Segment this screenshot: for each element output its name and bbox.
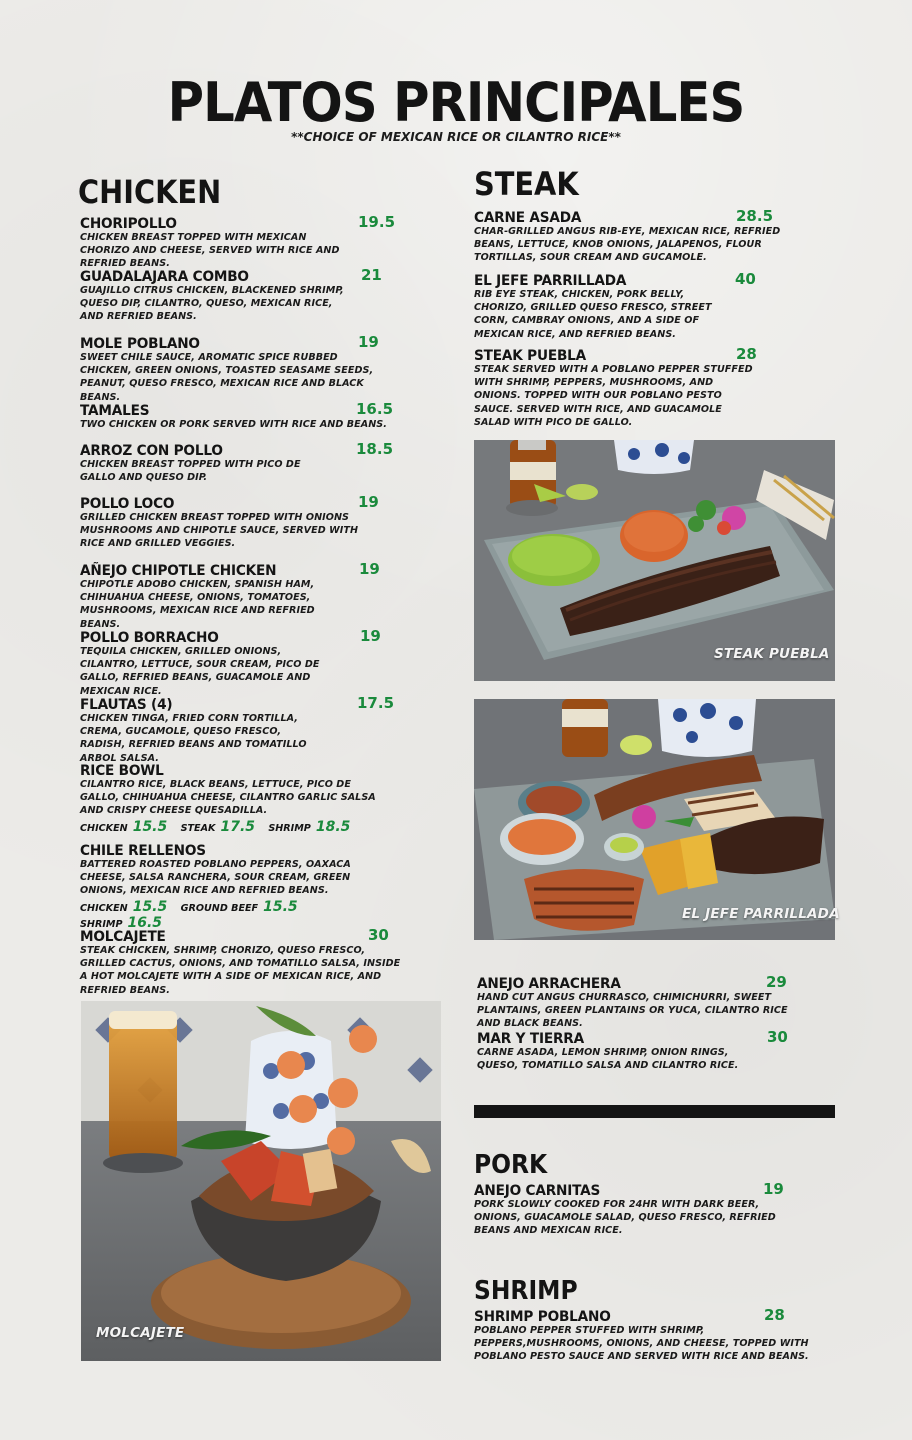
- option-price: 18.5: [315, 818, 351, 835]
- item-name: RICE BOWL: [80, 763, 164, 779]
- menu-item-el-jefe-parrillada: [474, 270, 804, 341]
- item-name: ANEJO ARRACHERA: [477, 976, 621, 992]
- section-heading-steak: STEAK: [474, 165, 579, 203]
- menu-item-anejo-chipotle-chicken: [80, 560, 392, 631]
- item-price: 30: [368, 926, 389, 944]
- item-description: PORK SLOWLY COOKED FOR 24HR WITH DARK BEER, ONIONS, GUACAMOLE SALAD, QUESO FRESCO, REFRIED BEANS AND MEXICAN RICE.: [474, 1199, 776, 1237]
- menu-item-molcajete: [80, 926, 410, 997]
- item-price: 17.5: [357, 694, 395, 712]
- menu-item-guadalajara-combo: [80, 266, 392, 324]
- item-price: 19: [358, 493, 379, 511]
- item-name: CHILE RELLENOS: [80, 843, 206, 859]
- item-options: [80, 819, 392, 835]
- item-price: 30: [767, 1028, 788, 1046]
- item-price: 21: [361, 266, 382, 284]
- item-description: CHICKEN TINGA, FRIED CORN TORTILLA, CREMA, GUCAMOLE, QUESO FRESCO, RADISH, REFRIED BEANS AND TOMATILLO ARBOL SALSA.: [80, 713, 307, 764]
- item-description: CILANTRO RICE, BLACK BEANS, LETTUCE, PICO DE GALLO, CHIHUAHUA CHEESE, CILANTRO GARLIC SALSA AND CRISPY CHEESE QUESADILLA.: [80, 779, 376, 817]
- section-heading-pork: PORK: [474, 1150, 548, 1180]
- item-price: 18.5: [356, 440, 394, 458]
- photo-caption-el-jefe: EL JEFE PARRILLADA: [682, 906, 840, 922]
- item-name: ANEJO CARNITAS: [474, 1183, 601, 1199]
- item-description: CARNE ASADA, LEMON SHRIMP, ONION RINGS, QUESO, TOMATILLO SALSA AND CILANTRO RICE.: [477, 1047, 739, 1072]
- menu-item-anejo-carnitas: [474, 1180, 814, 1238]
- menu-item-shrimp-poblano: [474, 1306, 814, 1364]
- item-description: STEAK CHICKEN, SHRIMP, CHORIZO, QUESO FRESCO, GRILLED CACTUS, ONIONS, AND TOMATILLO SALSA, INSIDE A HOT MOLCAJETE WITH A SIDE OF MEXICAN RICE, AND REFRIED BEANS.: [80, 945, 401, 996]
- photo-steak-puebla: [474, 440, 835, 681]
- menu-item-rice-bowl: [80, 760, 392, 835]
- menu-item-anejo-arrachera: [477, 973, 817, 1031]
- item-price: 29: [766, 973, 787, 991]
- item-name: POLLO BORRACHO: [80, 630, 219, 646]
- item-name: AÑEJO CHIPOTLE CHICKEN: [80, 563, 277, 579]
- item-price: 16.5: [356, 400, 394, 418]
- item-name: CARNE ASADA: [474, 210, 582, 226]
- item-description: CHICKEN BREAST TOPPED WITH MEXICAN CHORIZO AND CHEESE, SERVED WITH RICE AND REFRIED BEANS.: [80, 232, 340, 270]
- item-description: POBLANO PEPPER STUFFED WITH SHRIMP, PEPPERS,MUSHROOMS, ONIONS, AND CHEESE, TOPPED WITH POBLANO PESTO SAUCE AND SERVED WITH RICE AND BEANS.: [474, 1325, 809, 1363]
- menu-item-mar-y-tierra: [477, 1028, 817, 1072]
- option-label: STEAK: [180, 822, 216, 834]
- photo-caption-molcajete: MOLCAJETE: [96, 1325, 185, 1341]
- item-description: TWO CHICKEN OR PORK SERVED WITH RICE AND BEANS.: [80, 419, 387, 430]
- item-price: 19: [763, 1180, 784, 1198]
- menu-item-chile-rellenos: [80, 840, 392, 931]
- item-name: EL JEFE PARRILLADA: [474, 273, 627, 289]
- menu-item-choripollo: [80, 213, 396, 271]
- option-label: GROUND BEEF: [180, 902, 259, 914]
- item-price: 19.5: [358, 213, 396, 231]
- item-price: 19: [360, 627, 381, 645]
- option-price: 17.5: [220, 818, 256, 835]
- item-description: GRILLED CHICKEN BREAST TOPPED WITH ONIONS MUSHROOMS AND CHIPOTLE SAUCE, SERVED WITH RICE AND GRILLED VEGGIES.: [80, 512, 359, 550]
- item-name: CHORIPOLLO: [80, 216, 177, 232]
- option-label: CHICKEN: [80, 902, 128, 914]
- item-price: 28: [736, 345, 757, 363]
- item-name: MOLCAJETE: [80, 929, 166, 945]
- item-price: 19: [359, 560, 380, 578]
- photo-caption-steak-puebla: STEAK PUEBLA: [714, 646, 830, 662]
- item-price: 28: [764, 1306, 785, 1324]
- option-price: 15.5: [132, 898, 168, 915]
- item-price: 40: [735, 270, 756, 288]
- item-price: 19: [358, 333, 379, 351]
- menu-item-mole-poblano: [80, 333, 392, 404]
- menu-item-tamales: [80, 400, 400, 431]
- item-description: BATTERED ROASTED POBLANO PEPPERS, OAXACA CHEESE, SALSA RANCHERA, SOUR CREAM, GREEN ONIONS, MEXICAN RICE AND REFRIED BEANS.: [80, 859, 351, 897]
- option-price: 16.5: [127, 914, 163, 931]
- option-price: 15.5: [132, 818, 168, 835]
- item-name: POLLO LOCO: [80, 496, 175, 512]
- section-heading-shrimp: SHRIMP: [474, 1276, 578, 1306]
- item-description: CHIPOTLE ADOBO CHICKEN, SPANISH HAM, CHIHUAHUA CHEESE, ONIONS, TOMATOES, MUSHROOMS, MEXICAN RICE AND REFRIED BEANS.: [80, 579, 315, 630]
- section-heading-chicken: CHICKEN: [78, 173, 222, 211]
- menu-item-steak-puebla: [474, 345, 804, 429]
- option-price: 15.5: [263, 898, 298, 915]
- item-name: FLAUTAS (4): [80, 697, 173, 713]
- item-description: CHICKEN BREAST TOPPED WITH PICO DE GALLO AND QUESO DIP.: [80, 459, 301, 484]
- option-label: SHRIMP: [268, 822, 311, 834]
- item-name: ARROZ CON POLLO: [80, 443, 223, 459]
- menu-item-pollo-borracho: [80, 627, 392, 698]
- item-name: MAR Y TIERRA: [477, 1031, 584, 1047]
- menu-item-pollo-loco: [80, 493, 392, 551]
- divider-bar: [474, 1105, 835, 1118]
- item-description: CHAR-GRILLED ANGUS RIB-EYE, MEXICAN RICE, REFRIED BEANS, LETTUCE, KNOB ONIONS, JALAPENOS, FLOUR TORTILLAS, SOUR CREAM AND GUCAMOLE.: [474, 226, 781, 264]
- item-description: RIB EYE STEAK, CHICKEN, PORK BELLY, CHORIZO, GRILLED QUESO FRESCO, STREET CORN, CAMBRAY ONIONS, AND A SIDE OF MEXICAN RICE, AND REFRIED BEANS.: [474, 289, 712, 340]
- item-name: SHRIMP POBLANO: [474, 1309, 611, 1325]
- item-name: TAMALES: [80, 403, 150, 419]
- page-subtitle: **CHOICE OF MEXICAN RICE OR CILANTRO RICE**: [291, 130, 621, 144]
- option-label: CHICKEN: [80, 822, 128, 834]
- item-description: STEAK SERVED WITH A POBLANO PEPPER STUFFED WITH SHRIMP, PEPPERS, MUSHROOMS, AND ONIONS. TOPPED WITH OUR POBLANO PESTO SAUCE. SERVED WITH RICE, AND GUACAMOLE SALAD WITH PICO DE GALLO.: [474, 364, 753, 428]
- item-name: STEAK PUEBLA: [474, 348, 587, 364]
- item-name: MOLE POBLANO: [80, 336, 200, 352]
- menu-item-arroz-con-pollo: [80, 440, 392, 484]
- item-description: HAND CUT ANGUS CHURRASCO, CHIMICHURRI, SWEET PLANTAINS, GREEN PLANTAINS OR YUCA, CILANTRO RICE AND BLACK BEANS.: [477, 992, 788, 1030]
- item-description: SWEET CHILE SAUCE, AROMATIC SPICE RUBBED CHICKEN, GREEN ONIONS, TOASTED SEASAME SEEDS, PEANUT, QUESO FRESCO, MEXICAN RICE AND BLACK BEANS.: [80, 352, 374, 403]
- item-description: TEQUILA CHICKEN, GRILLED ONIONS, CILANTRO, LETTUCE, SOUR CREAM, PICO DE GALLO, REFRIED BEANS, GUACAMOLE AND MEXICAN RICE.: [80, 646, 320, 697]
- photo-molcajete: [81, 1001, 441, 1361]
- option-label: SHRIMP: [80, 918, 123, 930]
- photo-el-jefe-parrillada: [474, 699, 835, 940]
- menu-item-carne-asada: [474, 207, 804, 265]
- menu-item-flautas: [80, 694, 395, 765]
- page-title: PLATOS PRINCIPALES: [167, 71, 745, 134]
- item-description: GUAJILLO CITRUS CHICKEN, BLACKENED SHRIMP, QUESO DIP, CILANTRO, QUESO, MEXICAN RICE, AND REFRIED BEANS.: [80, 285, 344, 323]
- item-name: GUADALAJARA COMBO: [80, 269, 249, 285]
- item-price: 28.5: [736, 207, 774, 225]
